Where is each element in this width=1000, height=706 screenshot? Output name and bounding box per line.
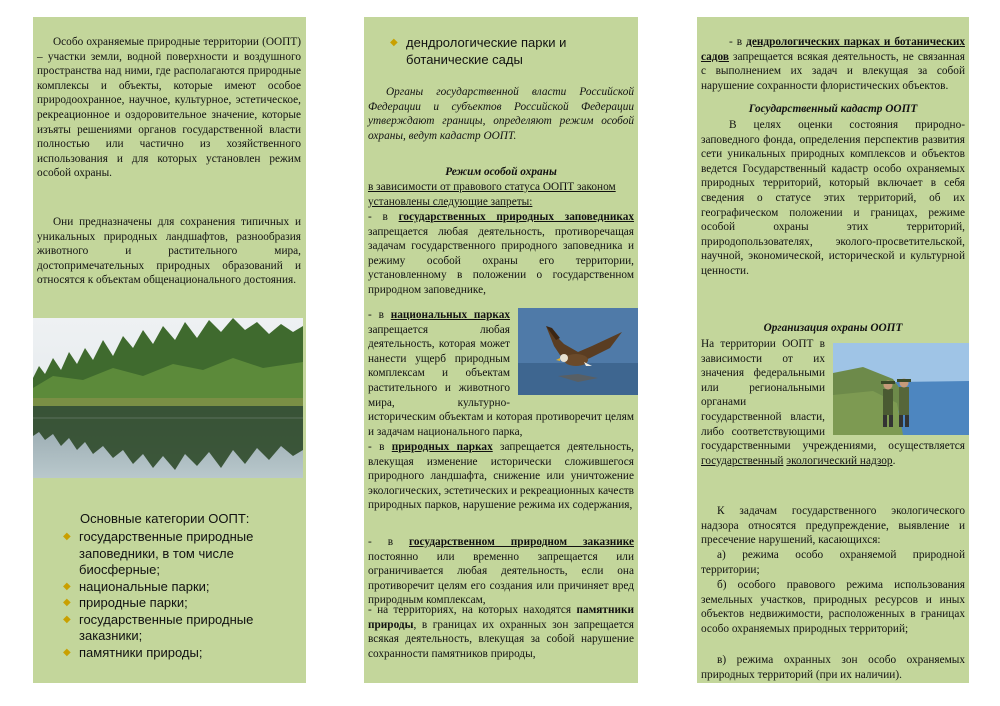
intro-paragraph: Особо охраняемые природные территории (ООПТ) – участки земли, водной поверхности и воздушного пространства над ними, где располагаются природные комплексы и объекты, которые имеют особое природоохранное, научное, культурное, эстетическое, рекреационное и оздоровительное значение, которые изъяты решениями органов государственной власти полностью или частично из хозяйственного использования и для которых установлен режим особой охраны. xyxy=(37,36,301,180)
category-item: ◆ памятники природы; xyxy=(63,644,203,660)
national-parks-paragraph: - в национальных парках запрещается любая деятельность, которая может нанести ущерб природным комплексам и объектам растительного и животного мира, культурно-историческим объектам и которая противоречит целям и задачам национального парка, xyxy=(368,309,634,438)
reserves-paragraph: - в государственных природных заповедниках запрещается любая деятельность, противоречащая задачам государственного природного заповедника и режиму особой охраны его территории, установленному в положении о государственном природном заповеднике, xyxy=(368,211,635,296)
bullet-icon: ◆ xyxy=(63,580,71,592)
categories-list-continued xyxy=(390,35,590,68)
panel-right xyxy=(697,17,969,683)
purpose-paragraph: Они предназначены для сохранения типичных и уникальных природных ландшафтов, разнообразия животного и растительного мира, достопримечательных природных образований и относятся к объектам общенационального достояния. xyxy=(37,216,301,287)
lake-forest-photo xyxy=(33,318,303,478)
bullet-icon: ◆ xyxy=(390,37,398,48)
protection-title: Организация охраны ООПТ xyxy=(763,322,903,334)
tasks-paragraph: К задачам государственного экологического надзора относятся предупреждение, выявление и пресечение нарушений, касающихся: xyxy=(701,505,965,547)
bullet-icon: ◆ xyxy=(63,613,71,625)
zakaznik-paragraph: - в государственном природном заказнике постоянно или временно запрещается или ограничивается любая деятельность, если она противоречит целям его создания или причиняет вред природным комплексам, xyxy=(368,536,634,607)
monuments-paragraph: - на территориях, на которых находятся памятники природы, в границах их охранных зон запрещается всякая деятельность, влекущая за собой нарушение сохранности памятников природы, xyxy=(368,604,634,660)
categories-title: Основные категории ООПТ: xyxy=(80,511,250,526)
nature-parks-paragraph: - в природных парках запрещается деятельность, влекущая изменение исторически сложившегося природного ландшафта, снижение или уничтожение экологических, эстетических и рекреационных качеств природных парков, нарушение режима их содержания, xyxy=(368,441,635,512)
panel-left xyxy=(33,17,306,683)
panel-middle xyxy=(364,17,638,683)
category-item: ◆ дендрологические парки и ботанические сады xyxy=(390,35,567,67)
dendro-paragraph: - в дендрологических парках и ботанических садов запрещается всякая деятельность, не связанная с выполнением их задач и влекущая за собой нарушение сохранности флористических объектов. xyxy=(701,36,965,92)
categories-list xyxy=(63,529,283,661)
protection-paragraph: На территории ООПТ в зависимости от их значения федеральными или региональными органами государственной власти, либо соответствующими государственными учреждениями, осуществляется государственный экологический надзор. xyxy=(701,338,965,467)
category-item: ◆ природные парки; xyxy=(63,595,188,610)
bullet-icon: ◆ xyxy=(63,597,71,608)
category-item: ◆ государственные природные заповедники, в том числе биосферные; xyxy=(63,529,254,577)
task-c: в) режима охранных зон особо охраняемых природных территорий (при их наличии). xyxy=(701,654,965,681)
bullet-icon: ◆ xyxy=(63,646,71,658)
authorities-paragraph: Органы государственной власти Российской Федерации и субъектов Российской Федерации утверждают границы, определяют режим особой охраны, ведут кадастр ООПТ. xyxy=(368,86,634,142)
photo-spacer xyxy=(510,308,634,398)
task-b: б) особого правового режима использования земельных участков, природных ресурсов и иных объектов недвижимости, расположенных в границах особо охраняемых природных территорий; xyxy=(701,579,965,635)
cadastre-paragraph: В целях оценки состояния природно-заповедного фонда, определения перспектив развития сети уникальных природных комплексов и объектов ведется Государственный кадастр особо охраняемых природных территорий, который включает в себя сведения о статусе этих территорий, об их географическом положении и границах, режиме особой охраны этих территорий, природопользователях, эколого-просветительской, научной, экономической, исторической и культурной ценности. xyxy=(701,119,965,277)
bullet-icon: ◆ xyxy=(63,531,71,542)
category-item: ◆ государственные природные заказники; xyxy=(63,611,254,643)
photo-spacer xyxy=(825,337,965,437)
category-item: ◆ национальные парки; xyxy=(63,578,210,594)
task-a: а) режима особо охраняемой природной территории; xyxy=(701,549,965,576)
cadastre-title: Государственный кадастр ООПТ xyxy=(748,103,918,115)
regime-intro: в зависимости от правового статуса ООПТ законом установлены следующие запреты: xyxy=(368,181,616,208)
regime-title: Режим особой охраны xyxy=(445,166,557,178)
